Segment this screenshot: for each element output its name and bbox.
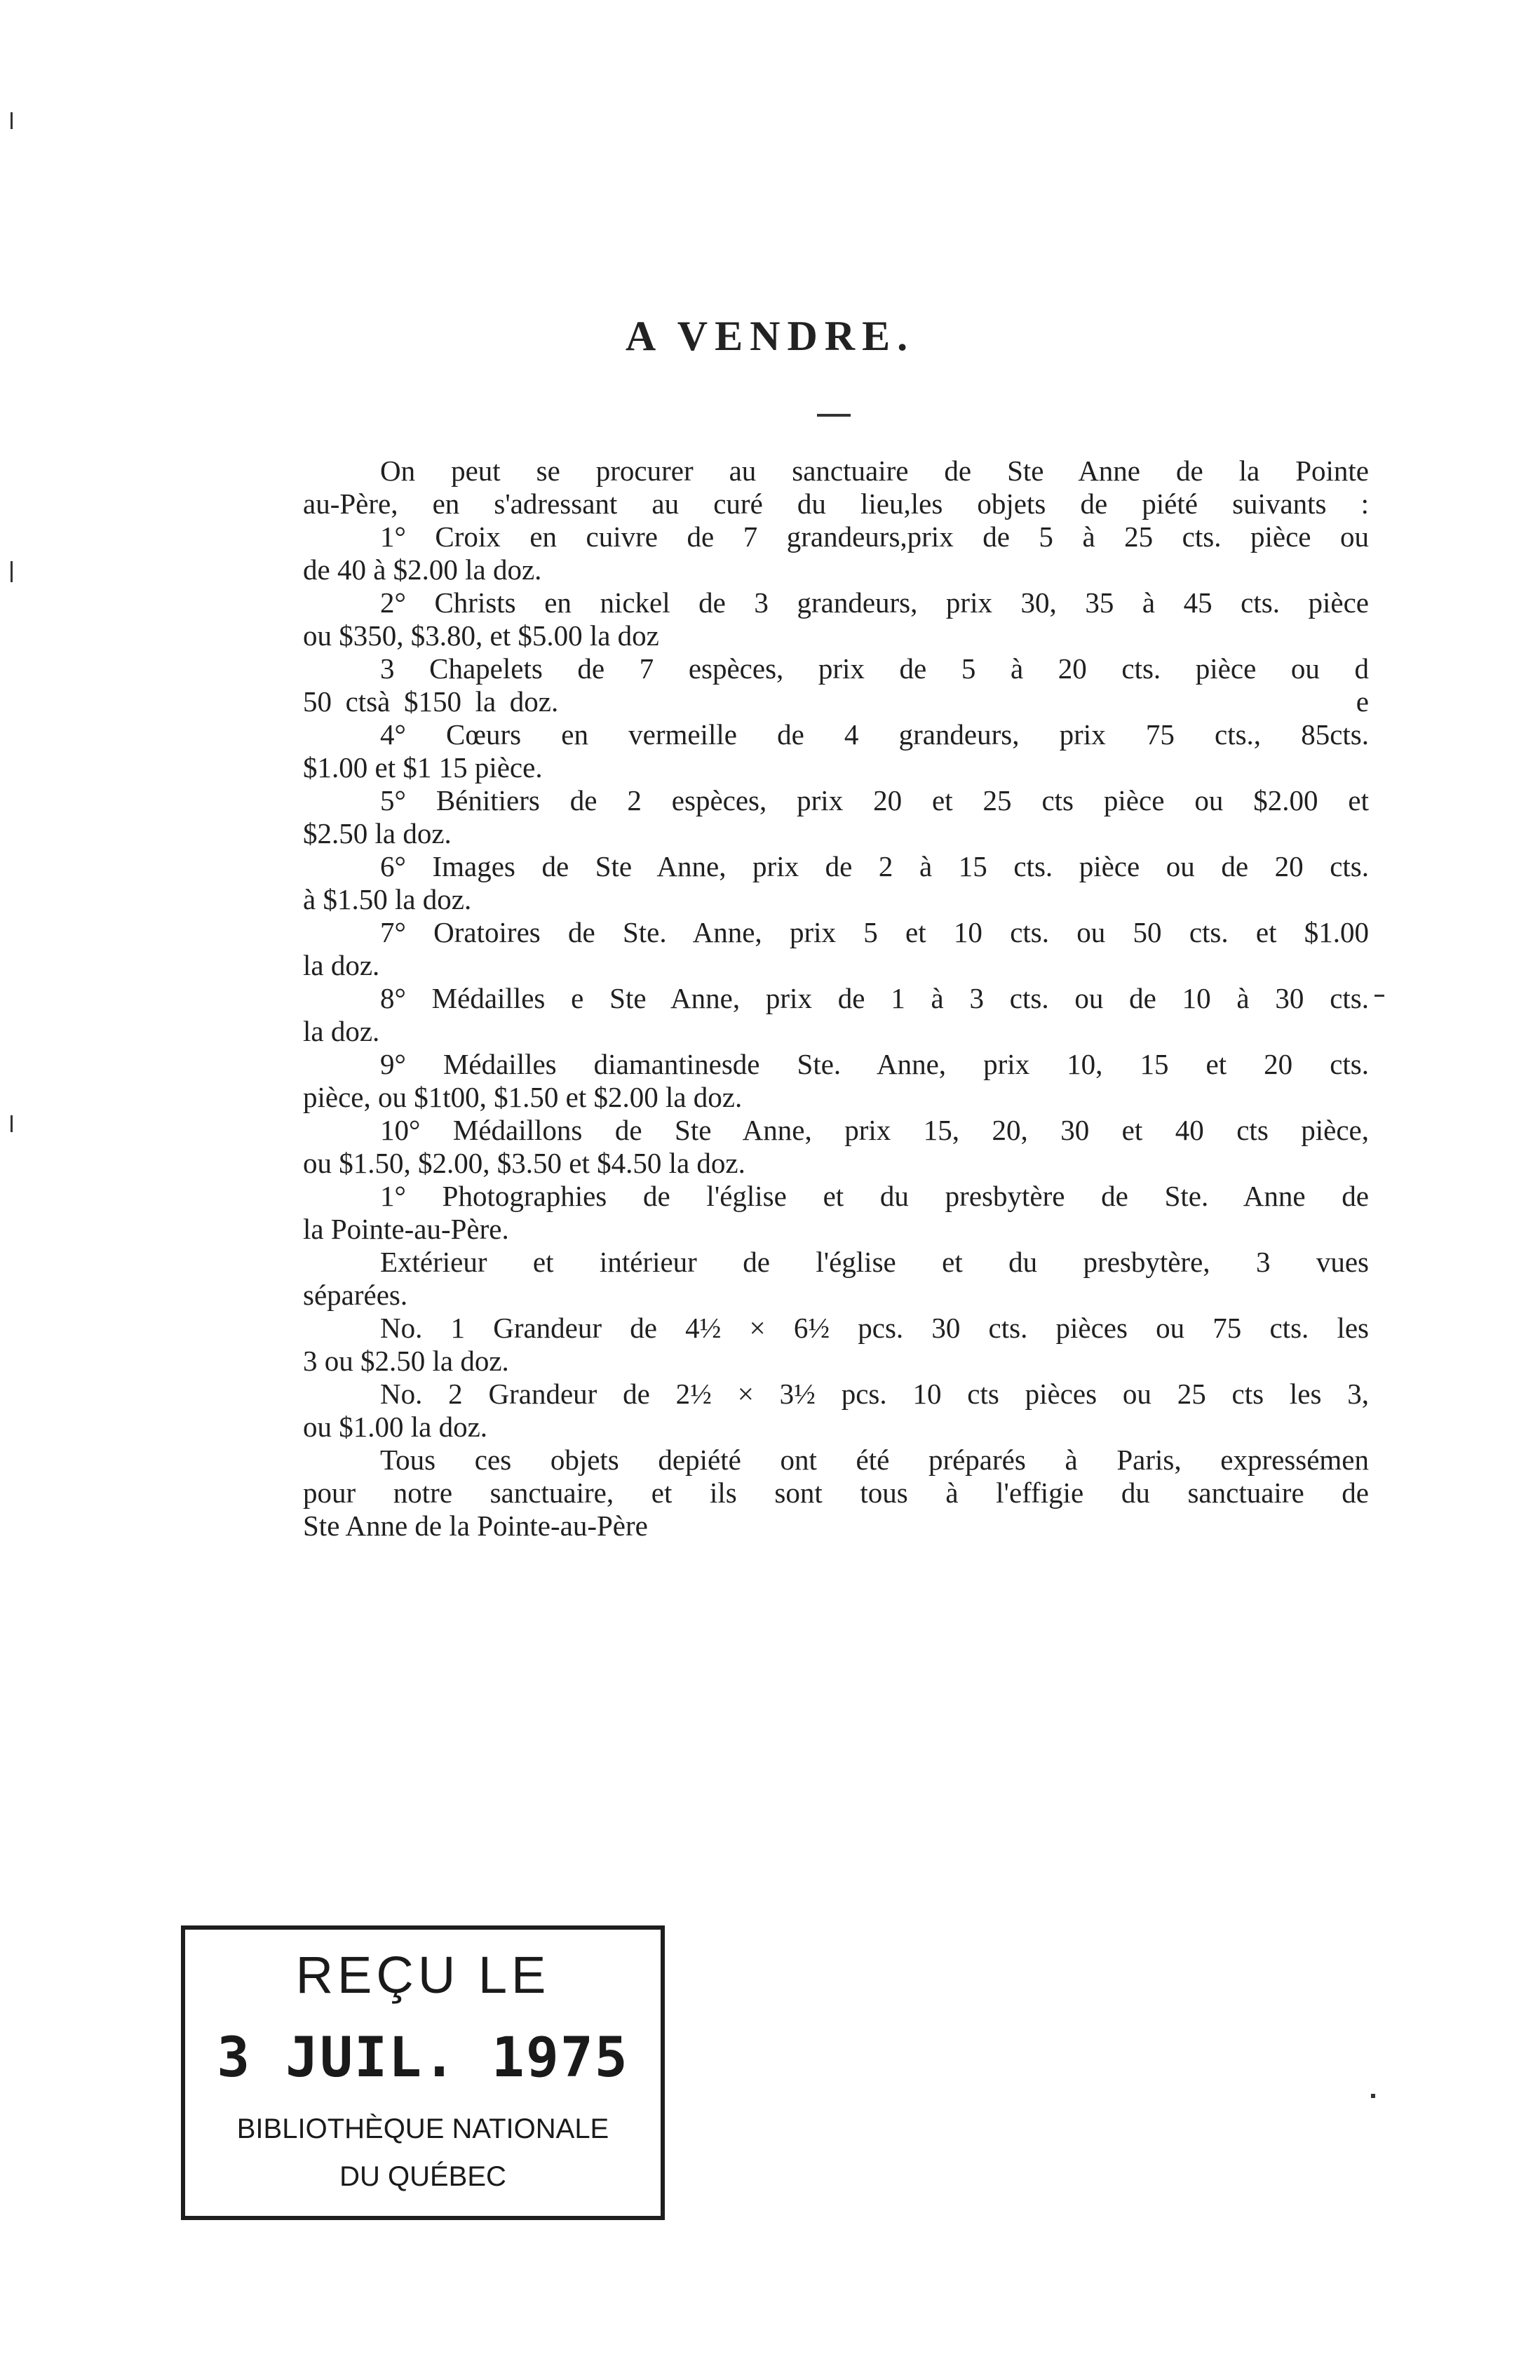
scan-speck — [11, 561, 13, 582]
text-line: 3 ou $2.50 la doz. — [303, 1345, 509, 1377]
text-line: No. 2 Grandeur de 2½ × 3½ pcs. 10 cts pièces ou 25 cts les 3, — [380, 1378, 1369, 1410]
text-line: à $1.50 la doz. — [303, 883, 472, 915]
text-line: 6° Images de Ste Anne, prix de 2 à 15 cts. pièce ou de 20 cts. — [380, 850, 1369, 882]
text-line: la doz. — [303, 1015, 380, 1047]
text-line: au-Père, en s'adressant au curé du lieu,les objets de piété suivants : — [303, 488, 1369, 520]
text-line: 2° Christs en nickel de 3 grandeurs, prix 30, 35 à 45 cts. pièce — [380, 586, 1369, 619]
text-line: No. 1 Grandeur de 4½ × 6½ pcs. 30 cts. pièces ou 75 cts. les — [380, 1312, 1369, 1344]
text-line: séparées. — [303, 1279, 408, 1311]
text-line: Tous ces objets depiété ont été préparés à Paris, expressémen — [380, 1444, 1369, 1476]
text-line: la Pointe-au-Père. — [303, 1213, 509, 1245]
scan-speck — [11, 1115, 13, 1132]
text-line: 1° Croix en cuivre de 7 grandeurs,prix de 5 à 25 cts. pièce ou — [380, 520, 1369, 553]
text-line: de 40 à $2.00 la doz. — [303, 553, 542, 586]
stamp-date: 3 JUIL. 1975 — [217, 2026, 629, 2090]
text-line: Ste Anne de la Pointe-au-Père — [303, 1510, 648, 1542]
text-line: 8° Médailles e Ste Anne, prix de 1 à 3 cts. ou de 10 à 30 cts. — [380, 982, 1369, 1014]
text-line: ou $1.00 la doz. — [303, 1411, 488, 1443]
title-divider — [817, 414, 851, 417]
stamp-library-location: DU QUÉBEC — [339, 2161, 506, 2192]
text-line: pour notre sanctuaire, et ils sont tous à l'effigie du sanctuaire de — [303, 1477, 1369, 1509]
text-line: 3 Chapelets de 7 espèces, prix de 5 à 20 cts. pièce ou d — [380, 652, 1369, 685]
text-line: On peut se procurer au sanctuaire de Ste Anne de la Pointe — [380, 455, 1369, 487]
scan-speck — [1371, 2094, 1375, 2098]
text-line: 7° Oratoires de Ste. Anne, prix 5 et 10 cts. ou 50 cts. et $1.00 — [380, 916, 1369, 948]
text-line: la doz. — [303, 949, 380, 981]
scan-speck — [1374, 995, 1384, 997]
text-line: ou $1.50, $2.00, $3.50 et $4.50 la doz. — [303, 1147, 745, 1179]
text-line: 5° Bénitiers de 2 espèces, prix 20 et 25 cts pièce ou $2.00 et — [380, 784, 1369, 816]
text-line: Extérieur et intérieur de l'église et du presbytère, 3 vues — [380, 1246, 1369, 1278]
advertisement-body — [303, 455, 1369, 1542]
text-line: pièce, ou $1t00, $1.50 et $2.00 la doz. — [303, 1081, 743, 1113]
text-line: 4° Cœurs en vermeille de 4 grandeurs, prix 75 cts., 85cts. — [380, 718, 1369, 751]
scan-speck — [11, 112, 13, 129]
text-line: 50 ctsà $150 la doz. e — [303, 685, 1369, 718]
text-line: 1° Photographies de l'église et du presbytère de Ste. Anne de — [380, 1180, 1369, 1212]
stamp-library-name: BIBLIOTHÈQUE NATIONALE — [236, 2113, 609, 2144]
stamp-received-label: REÇU LE — [295, 1946, 551, 2004]
text-line: ou $350, $3.80, et $5.00 la doz — [303, 619, 659, 652]
page-title: A VENDRE. — [625, 313, 915, 359]
library-received-stamp — [181, 1925, 665, 2220]
text-line: 10° Médaillons de Ste Anne, prix 15, 20, 30 et 40 cts pièce, — [380, 1114, 1369, 1146]
text-line: $2.50 la doz. — [303, 817, 452, 849]
text-line: $1.00 et $1 15 pièce. — [303, 751, 543, 784]
text-line: 9° Médailles diamantinesde Ste. Anne, prix 10, 15 et 20 cts. — [380, 1048, 1369, 1080]
